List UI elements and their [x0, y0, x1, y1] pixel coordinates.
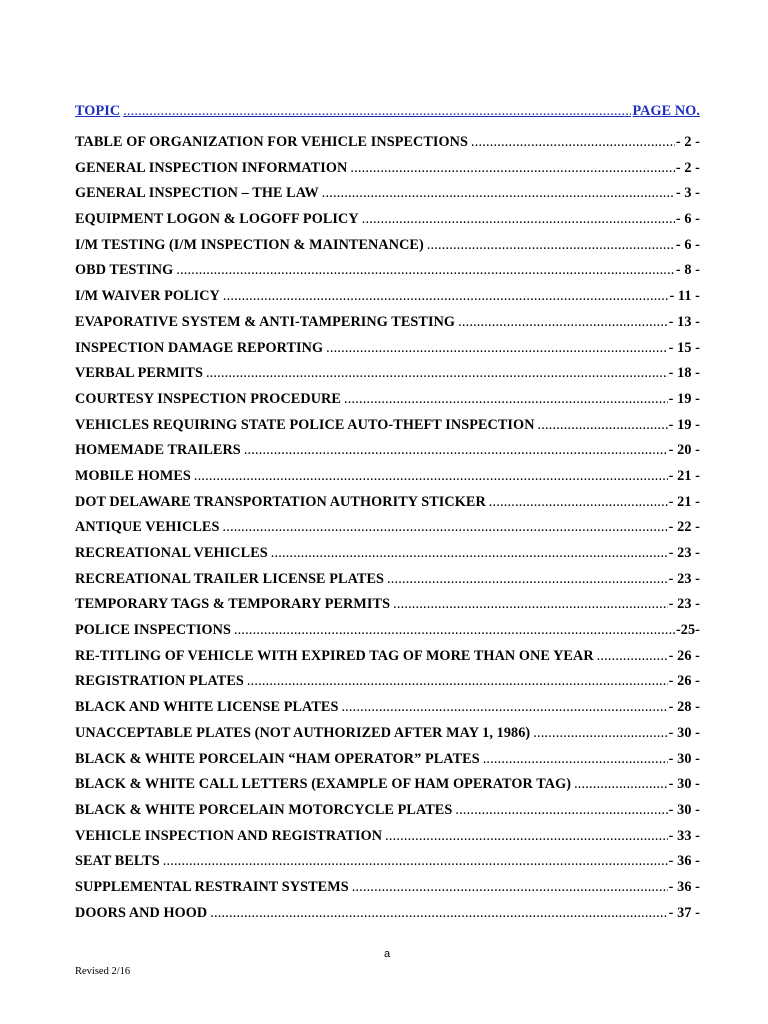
toc-entry-leader — [393, 592, 668, 618]
toc-entry-page: - 23 - — [668, 570, 700, 587]
toc-entry-title: TABLE OF ORGANIZATION FOR VEHICLE INSPECTIONS — [75, 134, 469, 150]
toc-header-leader — [123, 98, 631, 124]
toc-entry-page: - 36 - — [668, 853, 700, 870]
toc-entry-title: I/M WAIVER POLICY — [75, 288, 220, 305]
toc-entry[interactable] — [75, 618, 700, 644]
toc-entry-leader — [427, 233, 675, 259]
toc-entry[interactable] — [75, 181, 700, 207]
toc-entry[interactable] — [75, 284, 700, 310]
toc-entry[interactable] — [75, 644, 700, 670]
toc-entry-page: - 26 - — [668, 647, 700, 664]
toc-entry[interactable] — [75, 387, 700, 413]
toc-entry-title: HOMEMADE TRAILERS — [75, 442, 241, 459]
toc-entry-leader — [385, 824, 668, 850]
toc-entry-title: GENERAL INSPECTION – THE LAW — [75, 185, 319, 202]
toc-entry-page: - 6 - — [675, 211, 700, 228]
toc-entry-leader — [210, 901, 667, 927]
toc-entry-page: - 18 - — [668, 365, 700, 382]
toc-entry-leader — [387, 567, 668, 593]
toc-entry[interactable] — [75, 721, 700, 747]
toc-entry[interactable] — [75, 772, 700, 798]
toc-entries — [75, 130, 700, 926]
toc-entry[interactable] — [75, 875, 700, 901]
toc-entry-title: EVAPORATIVE SYSTEM & ANTI-TAMPERING TESTING — [75, 313, 456, 330]
toc-entry-page: - 22 - — [668, 519, 700, 536]
toc-entry-title: POLICE INSPECTIONS — [75, 622, 231, 639]
toc-entry-leader — [271, 541, 668, 567]
toc-entry-title: COURTESY INSPECTION PROCEDURE — [75, 390, 341, 407]
toc-entry-leader — [341, 695, 667, 721]
toc-entry[interactable] — [75, 747, 700, 773]
toc-entry[interactable] — [75, 798, 700, 824]
toc-entry[interactable] — [75, 541, 700, 567]
toc-entry-page: -25- — [675, 622, 700, 639]
toc-entry[interactable] — [75, 567, 700, 593]
toc-entry-title: BLACK & WHITE CALL LETTERS (EXAMPLE OF HAM OPERATOR TAG) — [75, 776, 572, 793]
revision-note: Revised 2/16 — [75, 966, 131, 977]
toc-entry[interactable] — [75, 824, 700, 850]
toc-entry-page: - 11 - — [669, 288, 700, 305]
toc-entry-leader — [597, 644, 668, 670]
toc-entry[interactable] — [75, 849, 700, 875]
toc-entry-title: SUPPLEMENTAL RESTRAINT SYSTEMS — [75, 878, 349, 895]
toc-entry-page: - 19 - — [668, 416, 700, 433]
toc-entry-leader — [223, 284, 669, 310]
toc-entry-title: RE-TITLING OF VEHICLE WITH EXPIRED TAG OF MORE THAN ONE YEAR — [75, 647, 594, 664]
table-of-contents — [75, 98, 700, 926]
toc-entry-leader — [362, 207, 675, 233]
toc-header-page-no[interactable]: PAGE NO. — [632, 103, 700, 119]
toc-entry[interactable] — [75, 901, 700, 927]
toc-entry-page: - 2 - — [675, 134, 700, 150]
toc-entry-title: UNACCEPTABLE PLATES (NOT AUTHORIZED AFTER MAY 1, 1986) — [75, 724, 531, 741]
toc-entry-page: - 6 - — [675, 236, 700, 253]
toc-entry-page: - 23 - — [668, 545, 700, 561]
toc-entry-title: SEAT BELTS — [75, 853, 160, 870]
toc-entry-page: - 30 - — [668, 750, 700, 767]
toc-entry[interactable] — [75, 515, 700, 541]
toc-entry-leader — [194, 464, 668, 490]
toc-entry-leader — [458, 310, 668, 336]
toc-entry[interactable] — [75, 438, 700, 464]
toc-entry-title: VEHICLE INSPECTION AND REGISTRATION — [75, 827, 383, 844]
toc-entry-title: TEMPORARY TAGS & TEMPORARY PERMITS — [75, 596, 391, 613]
toc-entry[interactable] — [75, 490, 700, 516]
toc-entry[interactable] — [75, 207, 700, 233]
toc-entry-title: I/M TESTING (I/M INSPECTION & MAINTENANCE) — [75, 236, 424, 253]
toc-entry[interactable] — [75, 336, 700, 362]
toc-entry-page: - 30 - — [668, 801, 700, 818]
toc-entry-page: - 33 - — [668, 827, 700, 844]
page-letter: a — [384, 948, 391, 960]
toc-entry-page: - 3 - — [675, 185, 700, 202]
toc-entry-title: BLACK AND WHITE LICENSE PLATES — [75, 699, 339, 716]
toc-entry-leader — [344, 387, 668, 413]
toc-entry-leader — [222, 515, 667, 541]
toc-entry[interactable] — [75, 464, 700, 490]
toc-entry-leader — [352, 875, 668, 901]
toc-entry-page: - 37 - — [668, 904, 700, 921]
toc-entry-title: REGISTRATION PLATES — [75, 673, 244, 690]
toc-entry-page: - 26 - — [668, 673, 700, 690]
toc-entry-page: - 36 - — [668, 878, 700, 895]
toc-entry-leader — [247, 669, 668, 695]
toc-entry-leader — [206, 361, 668, 387]
toc-entry-page: - 2 - — [675, 159, 700, 176]
toc-entry[interactable] — [75, 695, 700, 721]
toc-entry-page: - 13 - — [668, 313, 700, 330]
toc-entry-title: BLACK & WHITE PORCELAIN “HAM OPERATOR” PLATES — [75, 750, 480, 767]
toc-entry-page: - 15 - — [668, 339, 700, 356]
toc-entry-page: - 28 - — [668, 699, 700, 716]
toc-entry-leader — [538, 413, 668, 439]
toc-entry-leader — [244, 438, 668, 464]
toc-entry[interactable] — [75, 361, 700, 387]
toc-entry[interactable] — [75, 413, 700, 439]
toc-entry-leader — [455, 798, 667, 824]
toc-entry-title: INSPECTION DAMAGE REPORTING — [75, 339, 324, 356]
toc-entry-title: VEHICLES REQUIRING STATE POLICE AUTO-THEFT INSPECTION — [75, 416, 535, 433]
toc-entry-title: VERBAL PERMITS — [75, 365, 203, 382]
toc-entry-title: MOBILE HOMES — [75, 467, 191, 484]
toc-entry[interactable] — [75, 233, 700, 259]
toc-entry-leader — [322, 181, 675, 207]
toc-entry-leader — [483, 747, 668, 773]
toc-entry-title: RECREATIONAL VEHICLES — [75, 545, 268, 561]
toc-entry-leader — [489, 490, 668, 516]
toc-entry-title: OBD TESTING — [75, 262, 174, 279]
toc-entry[interactable] — [75, 130, 700, 156]
toc-entry-title: DOT DELAWARE TRANSPORTATION AUTHORITY STICKER — [75, 493, 486, 510]
toc-entry-page: - 30 - — [668, 776, 700, 793]
toc-entry[interactable] — [75, 258, 700, 284]
toc-entry-title: RECREATIONAL TRAILER LICENSE PLATES — [75, 570, 385, 587]
toc-entry-leader — [163, 849, 668, 875]
toc-entry-page: - 21 - — [668, 467, 700, 484]
toc-entry-leader — [350, 156, 675, 182]
toc-entry-leader — [533, 721, 667, 747]
toc-entry-title: ANTIQUE VEHICLES — [75, 519, 220, 536]
toc-entry[interactable] — [75, 669, 700, 695]
toc-entry-page: - 8 - — [675, 262, 700, 279]
toc-entry-title: BLACK & WHITE PORCELAIN MOTORCYCLE PLATES — [75, 801, 453, 818]
toc-entry-page: - 21 - — [668, 493, 700, 510]
toc-entry-leader — [574, 772, 668, 798]
toc-entry[interactable] — [75, 592, 700, 618]
toc-entry-title: EQUIPMENT LOGON & LOGOFF POLICY — [75, 211, 359, 228]
toc-entry[interactable] — [75, 310, 700, 336]
toc-entry-page: - 20 - — [668, 442, 700, 459]
toc-entry-page: - 30 - — [668, 724, 700, 741]
toc-header-topic[interactable]: TOPIC — [75, 103, 121, 119]
toc-entry-leader — [176, 258, 675, 284]
toc-entry-title: DOORS AND HOOD — [75, 904, 208, 921]
toc-header[interactable] — [75, 98, 700, 124]
toc-entry-page: - 19 - — [668, 390, 700, 407]
toc-entry-page: - 23 - — [668, 596, 700, 613]
toc-entry-leader — [234, 618, 675, 644]
toc-entry-leader — [471, 130, 675, 156]
toc-entry[interactable] — [75, 156, 700, 182]
toc-entry-leader — [326, 336, 668, 362]
toc-entry-title: GENERAL INSPECTION INFORMATION — [75, 159, 348, 176]
